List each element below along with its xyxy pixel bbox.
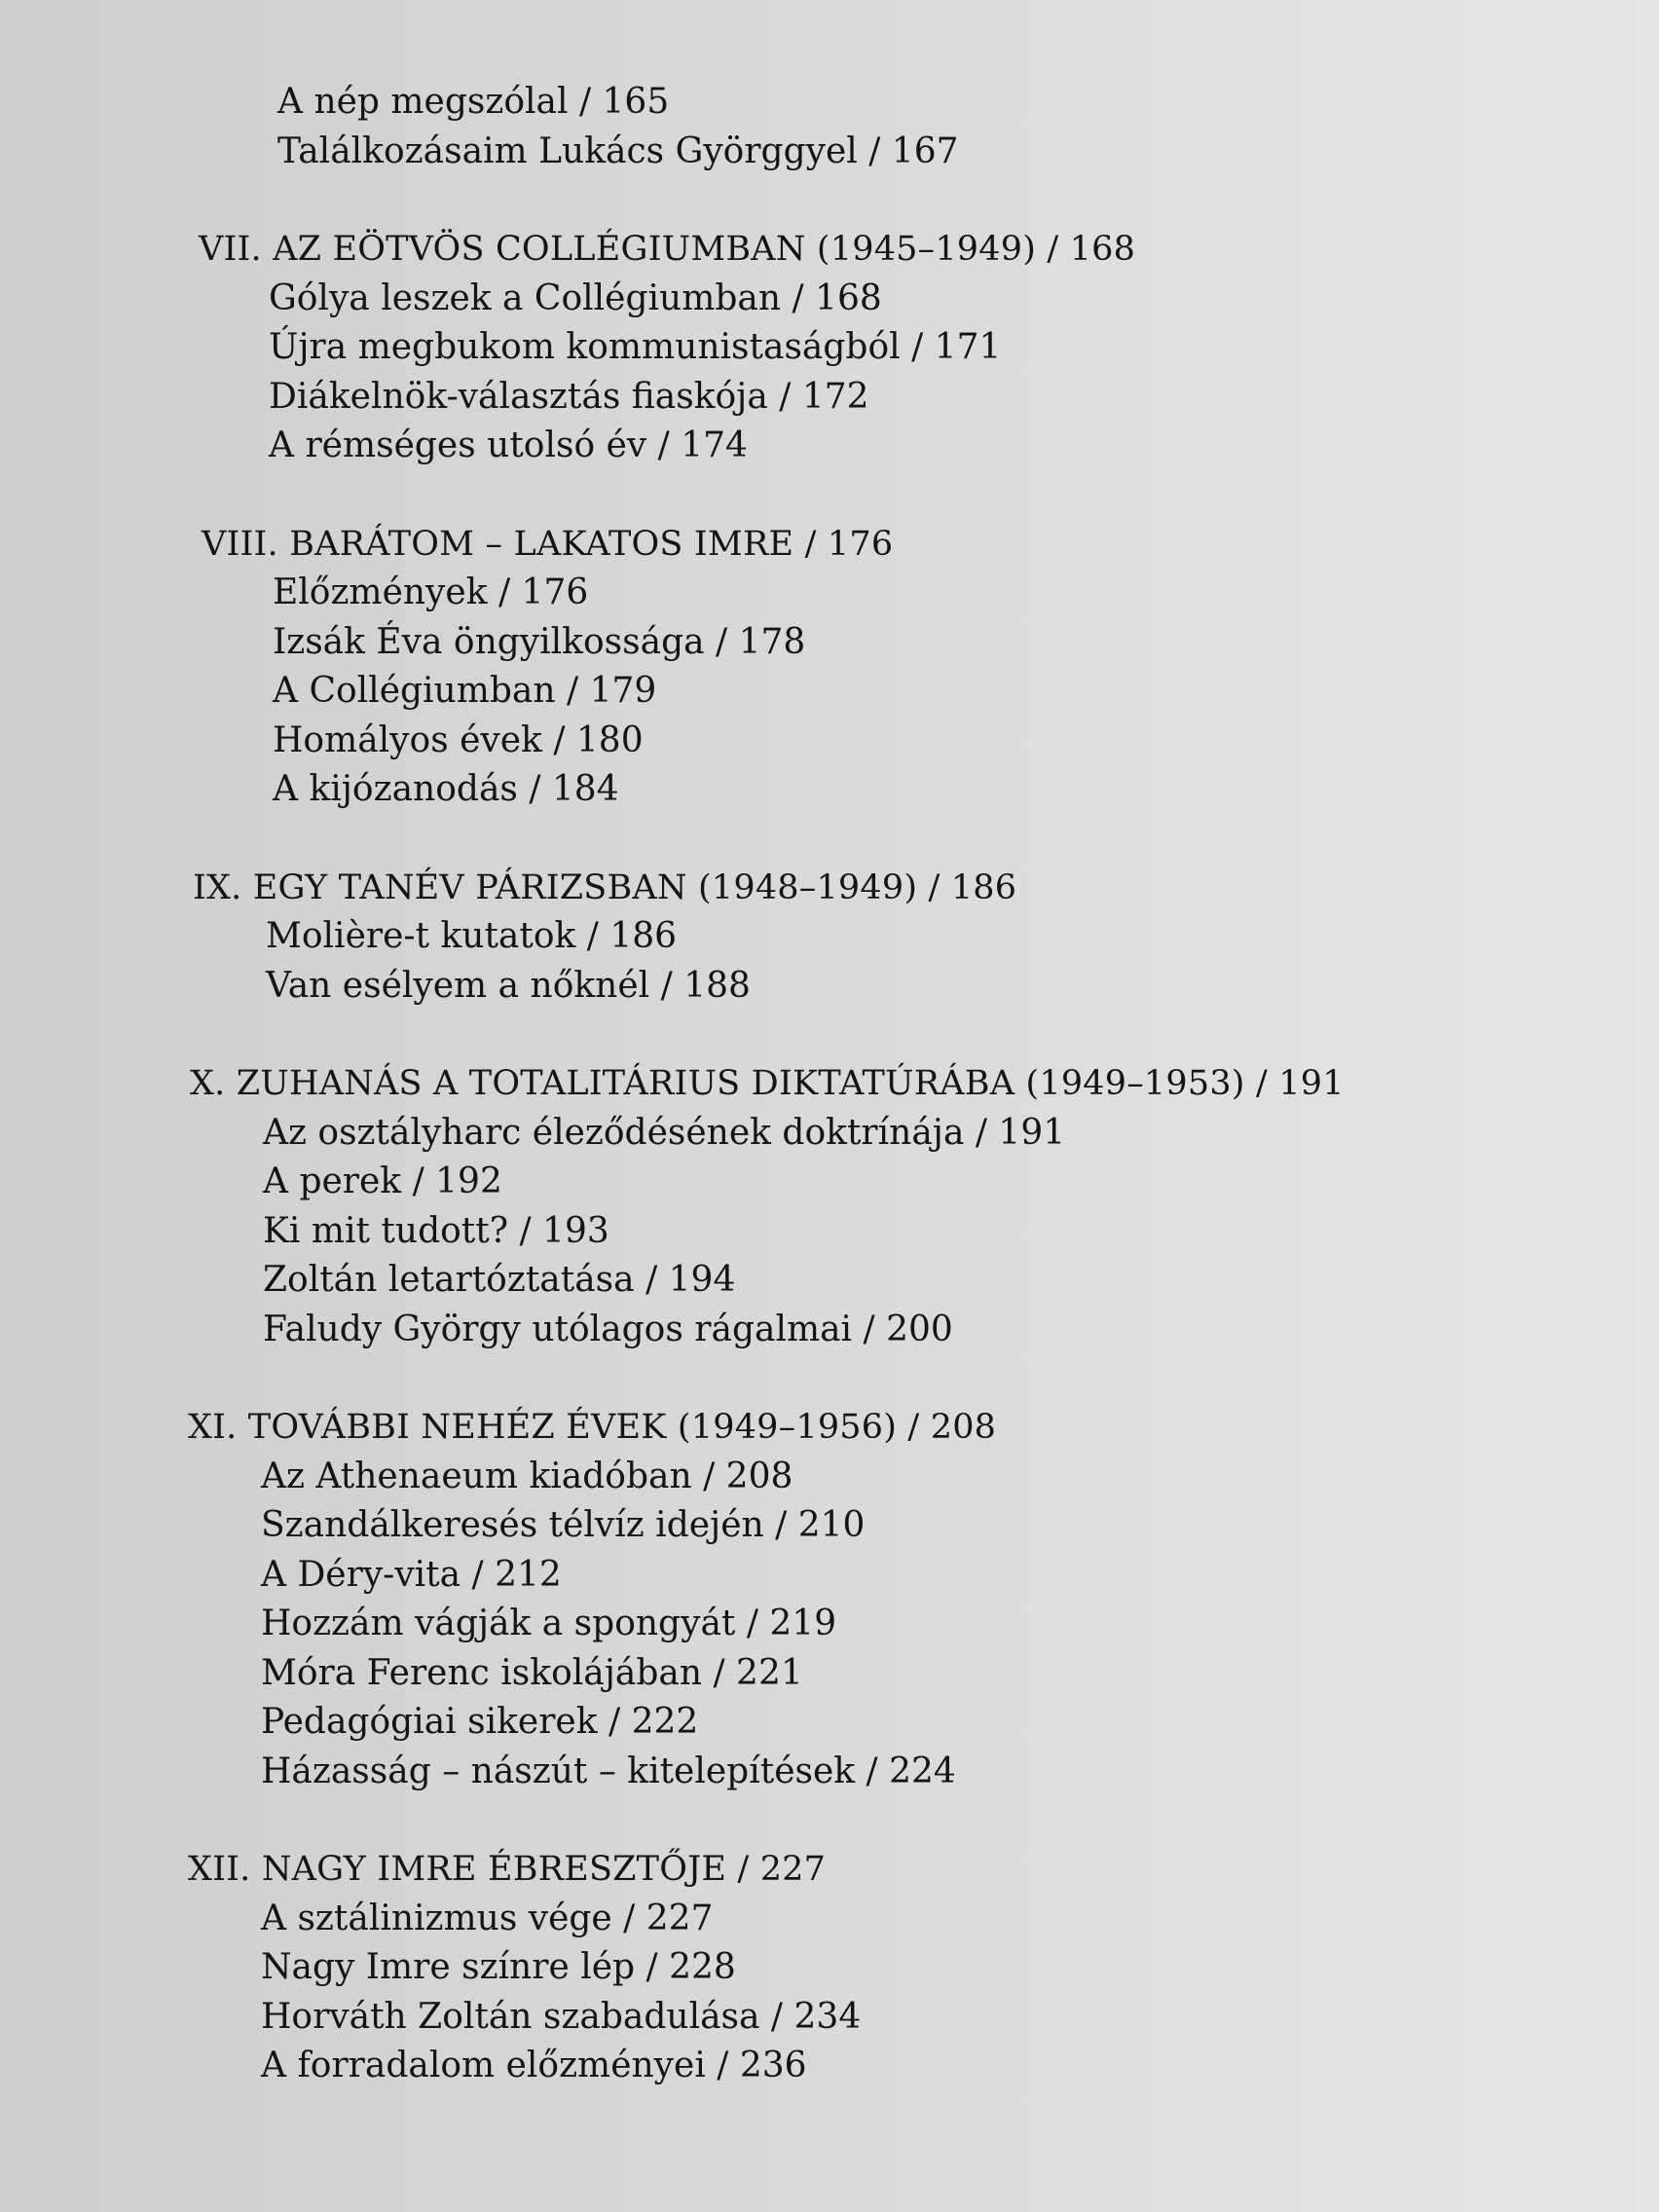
- toc-entry: Horváth Zoltán szabadulása / 234: [261, 1996, 862, 2037]
- chapter-title: VII. AZ EÖTVÖS COLLÉGIUMBAN (1945–1949) / 168: [199, 230, 1136, 269]
- toc-entry: A rémséges utolsó év / 174: [269, 425, 748, 465]
- chapter-10: [190, 1059, 1407, 1354]
- toc-entry: Házasság – nászút – kitelepítések / 224: [261, 1751, 956, 1791]
- toc-entry: Szandálkeresés télvíz idején / 210: [261, 1505, 866, 1545]
- toc-entry: A sztálinizmus vége / 227: [261, 1898, 714, 1938]
- continued-chapter: [190, 78, 1407, 176]
- toc-entry: Móra Ferenc iskolájában / 221: [261, 1652, 803, 1693]
- toc-entry: Faludy György utólagos rágalmai / 200: [263, 1309, 953, 1349]
- chapter-12: [190, 1845, 1407, 2091]
- toc-entry: Pedagógiai sikerek / 222: [261, 1702, 699, 1742]
- toc-entry: Az osztályharc éleződésének doktrínája / 191: [263, 1112, 1066, 1153]
- toc-entry: A Collégiumban / 179: [273, 671, 657, 711]
- toc-entry: Diákelnök-választás fiaskója / 172: [269, 376, 869, 417]
- chapter-7: [183, 225, 1407, 471]
- toc-entry: Nagy Imre színre lép / 228: [261, 1947, 736, 1987]
- toc-entry: Találkozásaim Lukács Györggyel / 167: [277, 130, 959, 171]
- chapter-title: XI. TOVÁBBI NEHÉZ ÉVEK (1949–1956) / 208: [188, 1408, 997, 1447]
- toc-entry: A Déry-vita / 212: [261, 1554, 562, 1595]
- toc-entry: A forradalom előzményei / 236: [261, 2046, 807, 2085]
- chapter-title: X. ZUHANÁS A TOTALITÁRIUS DIKTATÚRÁBA (1949–1953) / 191: [190, 1064, 1345, 1103]
- chapter-title: VIII. BARÁTOM – LAKATOS IMRE / 176: [202, 524, 894, 564]
- table-of-contents: [190, 78, 1407, 2091]
- toc-entry: Ki mit tudott? / 193: [263, 1210, 609, 1251]
- toc-entry: Gólya leszek a Collégiumban / 168: [269, 277, 882, 318]
- chapter-title: IX. EGY TANÉV PÁRIZSBAN (1948–1949) / 186: [193, 867, 1017, 907]
- toc-entry: A perek / 192: [263, 1161, 502, 1201]
- toc-entry: Újra megbukom kommunistaságból / 171: [269, 327, 1002, 367]
- toc-entry: Zoltán letartóztatása / 194: [263, 1260, 736, 1300]
- toc-entry: Izsák Éva öngyilkossága / 178: [273, 621, 806, 662]
- chapter-title: XII. NAGY IMRE ÉBRESZTŐJE / 227: [188, 1850, 827, 1889]
- toc-entry: A kijózanodás / 184: [273, 769, 619, 809]
- toc-entry: Homályos évek / 180: [273, 719, 644, 760]
- toc-entry: Van esélyem a nőknél / 188: [266, 965, 751, 1006]
- chapter-8: [190, 520, 1407, 815]
- chapter-11: [190, 1403, 1407, 1796]
- toc-entry: Előzmények / 176: [273, 572, 589, 612]
- toc-entry: Hozzám vágják a spongyát / 219: [261, 1604, 837, 1643]
- toc-entry: Az Athenaeum kiadóban / 208: [261, 1456, 793, 1496]
- toc-entry: A nép megszólal / 165: [277, 82, 670, 122]
- toc-entry: Molière-t kutatok / 186: [266, 916, 678, 956]
- chapter-9: [190, 864, 1407, 1012]
